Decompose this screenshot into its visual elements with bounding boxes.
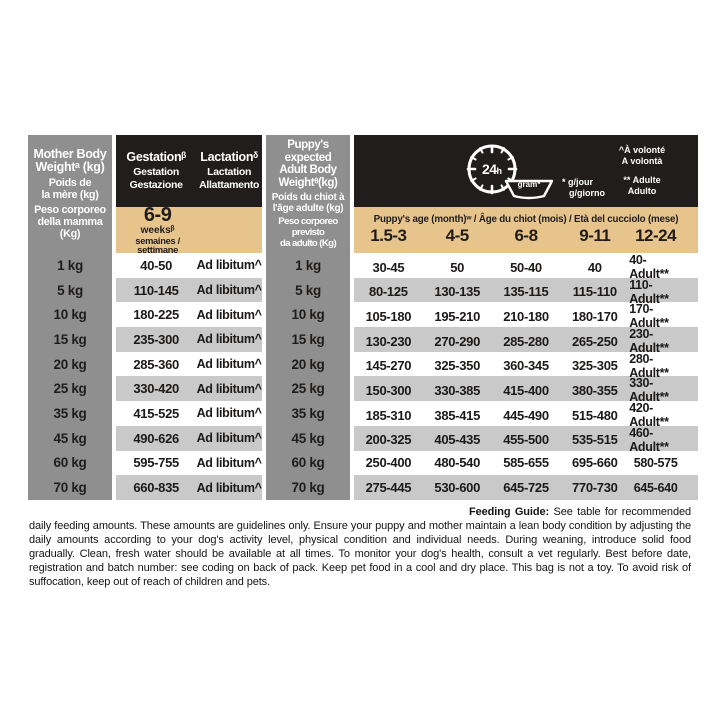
lactation-amount: Ad libitum^ [196,307,262,322]
feeding-amount: 270-290 [434,333,480,349]
table-row [354,401,698,430]
feeding-amount: 185-310 [365,407,412,423]
table-row [354,475,698,500]
feeding-amount: 150-300 [365,382,412,398]
gestation-weeks-band [116,203,262,255]
gestation-title-it: Gestazione [129,178,183,191]
feeding-amount: 145-270 [365,358,412,374]
table-row [116,253,262,278]
puppy-age-title: Puppy's age (month)ʷ / Âge du chiot (mois) / Età del cucciolo (mese) [373,214,679,225]
weeks-translations: semaines / settimane [135,235,180,255]
feeding-amount: 445-490 [503,407,549,423]
mother-weight-label: 5 kg [57,282,83,298]
header-line: Mother Body [33,146,107,161]
gestation-lactation-header [116,135,262,207]
mother-weight-column [28,135,112,500]
puppy-weight-label: 15 kg [291,331,325,347]
gestation-amount: 490-626 [133,430,179,446]
table-row [116,327,262,352]
gestation-amount: 235-300 [133,331,179,347]
gestation-weeks [116,205,199,256]
feeding-amount: 50 [450,259,465,275]
age-column-label: 4-5 [445,226,469,245]
clock-hours: 24 [481,161,497,177]
lactation-amount: Ad libitum^ [196,332,262,347]
table-row [354,376,698,405]
feeding-amount: 250-400 [365,455,412,471]
table-row [116,376,262,401]
lactation-amount: Ad libitum^ [196,258,262,273]
ad-libitum-note: ^À volonté [618,145,666,155]
daily-amount-header [354,135,698,207]
header-line: Adult Body [279,164,337,177]
lactation-amount: Ad libitum^ [196,381,262,396]
per-day-line: * g/jour [562,177,593,187]
gestation-title: Gestationᵝ [126,150,186,165]
feeding-amount: 265-250 [571,333,618,349]
age-column-label: 6-8 [514,226,538,245]
feeding-amount: 530-600 [434,480,480,496]
per-day-line: g/giorno [569,188,605,198]
feeding-amount: 80-125 [369,284,408,300]
feeding-amount: 30-45 [372,259,405,275]
adult-note: Adulto [627,185,657,196]
feeding-amount: 135-115 [503,284,549,300]
weeks-unit: weeksᵝ [140,224,175,236]
lactation-amount: Ad libitum^ [196,480,262,495]
lactation-amount: Ad libitum^ [196,357,262,372]
table-row [116,352,262,377]
lactation-amount: Ad libitum^ [196,455,262,470]
header-line: l'âge adulte (kg) [272,203,344,215]
lactation-header [196,135,262,207]
feeding-amount: 645-725 [503,480,549,496]
feeding-amount: 210-180 [503,308,549,324]
gestation-lactation-rows [116,253,262,500]
table-row [354,351,698,380]
feeding-amount: 515-480 [571,407,618,423]
mother-weight-label: 25 kg [53,381,87,397]
gestation-title-fr: Gestation [133,165,180,178]
age-column-label: 9-11 [579,226,611,245]
header-line: Poids de [48,177,92,190]
header-line: Peso corporeo [34,203,106,216]
lactation-amount: Ad libitum^ [196,431,262,446]
puppy-weight-label: 70 kg [291,480,325,496]
gestation-amount: 180-225 [133,307,179,323]
puppy-weight-column [266,135,350,500]
header-line: Weightᶿ(kg) [278,176,338,189]
feeding-amount: 40-Adult** [629,253,669,281]
feeding-amount: 585-655 [503,455,549,471]
table-row [354,327,698,356]
lactation-title: Lactationᵟ [200,150,258,165]
feeding-amount: 695-660 [571,455,618,471]
age-column-label: 12-24 [635,226,677,245]
feeding-amount: 325-305 [571,358,618,374]
feeding-amount: 405-435 [434,432,480,448]
feeding-amount: 230-Adult** [629,327,669,356]
mother-weight-label: 10 kg [53,307,87,323]
feeding-amount: 460-Adult** [629,425,669,454]
puppy-weight-label: 5 kg [295,282,321,298]
header-line: Poids du chiot à [271,192,345,204]
gestation-amount: 40-50 [140,257,173,273]
table-row [354,302,698,331]
header-line: della mamma (Kg) [37,215,103,240]
feeding-amount: 130-230 [365,333,412,349]
feeding-amount: 170-Adult** [629,302,669,331]
header-line: Puppy's expected [284,138,332,164]
table-row [116,451,262,476]
table-row [116,278,262,303]
table-row [116,475,262,500]
feeding-amount: 50-40 [510,259,542,275]
gestation-amount: 330-420 [133,381,179,397]
age-columns [354,226,698,246]
feeding-amount: 770-730 [571,480,618,496]
feeding-amount: 330-385 [434,382,480,398]
clock-unit: h [496,166,503,176]
gestation-amount: 660-835 [133,480,179,496]
feeding-amount: 325-350 [434,358,480,374]
table-row [354,451,698,476]
puppy-weight-header [266,135,350,253]
mother-weight-label: 45 kg [53,430,87,446]
feeding-amount: 480-540 [434,455,480,471]
feeding-amount: 130-135 [434,284,480,300]
table-row [116,401,262,426]
feeding-amount: 275-445 [365,480,412,496]
feeding-amount: 105-180 [365,308,412,324]
puppy-age-table [354,135,698,500]
feeding-amount: 285-280 [503,333,549,349]
daily-amount-rows [354,253,698,500]
footnote-legend [592,145,692,196]
feeding-amount: 455-500 [503,432,549,448]
mother-weight-label: 20 kg [53,356,87,372]
puppy-weight-label: 45 kg [291,430,325,446]
puppy-weight-label: 1 kg [295,257,321,273]
header-line: Peso corporeo previsto [278,216,338,238]
feeding-amount: 280-Adult** [629,351,669,380]
mother-weight-label: 35 kg [53,405,87,421]
table-row [354,253,698,281]
table-row [116,302,262,327]
header-line: Weightᵃ (kg) [35,160,105,175]
adult-note: ** Adulte [623,175,661,185]
gestation-amount: 110-145 [133,282,179,298]
feeding-amount: 420-Adult** [629,401,669,430]
mother-weight-label: 70 kg [53,480,87,496]
feeding-amount: 40 [587,259,602,275]
table-row [354,277,698,306]
feeding-amount: 200-325 [365,432,412,448]
mother-weight-label: 1 kg [57,257,83,273]
lactation-amount: Ad libitum^ [196,283,262,298]
feeding-amount: 580-575 [633,455,678,470]
gram-label: gram* [517,180,541,189]
lactation-title-it: Allattamento [199,178,260,191]
header-line: da adulto (Kg) [279,237,337,249]
puppy-weight-label: 10 kg [291,307,325,323]
feeding-amount: 360-345 [503,358,549,374]
gestation-amount: 595-755 [133,455,179,471]
table-row [116,426,262,451]
mother-weight-label: 60 kg [53,455,87,471]
feeding-amount: 380-355 [571,382,618,398]
feeding-amount: 645-640 [633,480,678,495]
puppy-weight-label: 60 kg [291,455,325,471]
feeding-guide-body: See table for recommended daily feeding amounts. These amounts are guidelines only. Ensure your puppy and mother maintain a lean body condition by adjusting the daily amounts according to your dog's activity level, physical condition and individual needs. During weaning, introduce solid food gradually. Clean, fresh water should be available at all times. To monitor your dog's health, consult a vet regularly. Best before date, registration and batch number: see coding on back of pack. Keep pet food in a cool and dry place. This bag is not a toy. To avoid risk of suffocation, keep out of reach of children and pets. [29,506,691,588]
lactation-amount: Ad libitum^ [196,406,262,421]
feeding-amount: 385-415 [434,407,480,423]
food-bowl-icon [503,178,555,202]
feeding-amount: 535-515 [571,432,618,448]
puppy-weight-label: 20 kg [291,356,325,372]
age-column-label: 1.5-3 [370,226,407,245]
feeding-guide-title: Feeding Guide: [469,506,550,518]
header-line: la mère (kg) [41,188,99,201]
feeding-amount: 110-Adult** [629,277,669,306]
weeks-range: 6-9 [143,203,172,226]
gestation-lactation-table [116,135,262,500]
feeding-amount: 330-Adult** [629,376,669,405]
feeding-amount: 415-400 [503,382,549,398]
gestation-amount: 415-525 [133,405,179,421]
puppy-age-band [354,207,698,253]
mother-weight-label: 15 kg [53,331,87,347]
gestation-header [116,135,196,207]
puppy-weight-label: 25 kg [291,381,325,397]
table-row [354,425,698,454]
gestation-amount: 285-360 [133,356,179,372]
mother-weight-header [28,135,112,253]
feeding-amount: 180-170 [571,308,618,324]
feeding-amount: 195-210 [434,308,480,324]
ad-libitum-note: A volontà [621,155,663,166]
puppy-weight-label: 35 kg [291,405,325,421]
feeding-amount: 115-110 [572,284,617,300]
feeding-guide-text [29,506,691,589]
lactation-title-fr: Lactation [207,165,252,178]
